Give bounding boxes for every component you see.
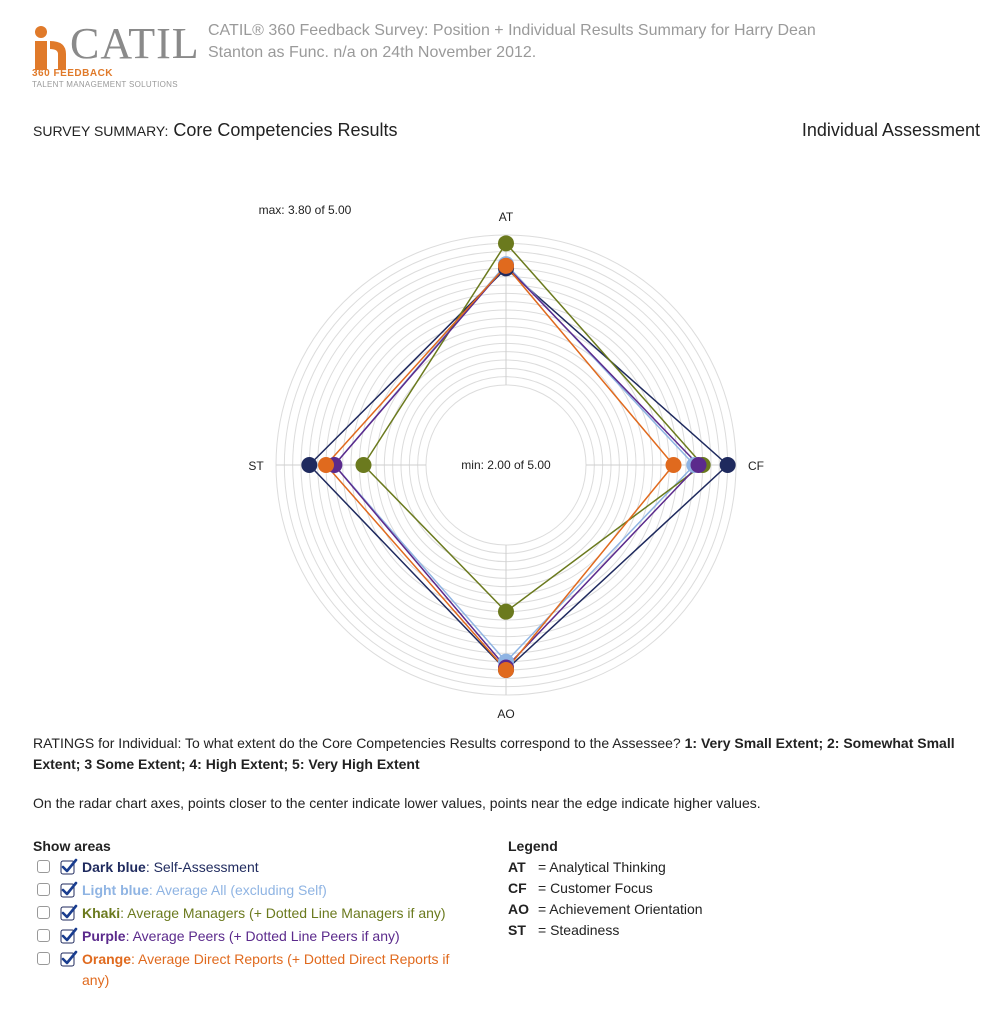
checkmark-icon[interactable] [60, 904, 78, 922]
data-point [356, 457, 372, 473]
logo-tagline: 360 FEEDBACK [32, 68, 114, 79]
data-point [498, 604, 514, 620]
area-toggle-checkbox[interactable] [37, 952, 50, 965]
show-area-row [33, 857, 483, 878]
area-color-name: Purple [82, 928, 126, 944]
logo-person-icon [32, 24, 68, 70]
data-point [318, 457, 334, 473]
axis-label: AT [498, 210, 514, 224]
legend-abbr: CF [508, 880, 527, 896]
data-point [666, 457, 682, 473]
data-point [498, 235, 514, 251]
area-label [82, 857, 462, 878]
checkmark-icon[interactable] [60, 927, 78, 945]
checkmark-icon[interactable] [60, 858, 78, 876]
show-area-row [33, 880, 483, 901]
legend-abbr: AT [508, 859, 526, 875]
show-areas-panel [33, 838, 483, 993]
area-description: : Self-Assessment [145, 859, 259, 875]
area-description: : Average Managers (+ Dotted Line Managers if any) [120, 905, 446, 921]
legend-text: = Customer Focus [538, 880, 653, 896]
legend-list [508, 857, 703, 941]
area-label [82, 903, 462, 924]
legend-panel [508, 838, 703, 941]
legend-row [508, 857, 703, 878]
survey-summary-title: Core Competencies Results [173, 120, 398, 140]
data-point [691, 457, 707, 473]
area-color-name: Orange [82, 951, 132, 967]
axis-label: AO [497, 707, 515, 721]
legend-row [508, 899, 703, 920]
area-toggle-checkbox[interactable] [37, 860, 50, 873]
area-toggle-checkbox[interactable] [37, 883, 50, 896]
data-point [301, 457, 317, 473]
data-point [498, 662, 514, 678]
ratings-description [33, 733, 963, 775]
radar-chart [0, 190, 1006, 730]
legend-text: = Steadiness [538, 922, 620, 938]
area-label [82, 949, 462, 991]
survey-summary-prefix: SURVEY SUMMARY: [33, 123, 169, 139]
legend-abbr: AO [508, 901, 529, 917]
axis-label: ST [248, 459, 264, 473]
legend-row [508, 920, 703, 941]
area-label [82, 926, 462, 947]
show-area-row [33, 903, 483, 924]
report-title: CATIL® 360 Feedback Survey: Position + Individual Results Summary for Harry Dean Stanton as Func. n/a on 24th November 2012. [208, 22, 816, 61]
min-label: min: 2.00 of 5.00 [461, 458, 551, 472]
show-area-row [33, 949, 483, 991]
area-color-name: Light blue [82, 882, 149, 898]
legend-text: = Achievement Orientation [538, 901, 703, 917]
logo-wordmark: CATIL [70, 19, 200, 68]
legend-row [508, 878, 703, 899]
ratings-scale: 1: Very Small Extent; 2: Somewhat Small Extent; 3 Some Extent; 4: High Extent; 5: Very High Extent [33, 735, 955, 772]
area-toggle-checkbox[interactable] [37, 929, 50, 942]
data-point [720, 457, 736, 473]
show-areas-heading: Show areas [33, 838, 111, 854]
legend-heading: Legend [508, 838, 558, 854]
legend-text: = Analytical Thinking [538, 859, 666, 875]
area-toggle-checkbox[interactable] [37, 906, 50, 919]
area-description: : Average All (excluding Self) [148, 882, 327, 898]
checkmark-icon[interactable] [60, 881, 78, 899]
area-label [82, 880, 462, 901]
area-color-name: Dark blue [82, 859, 146, 875]
area-description: : Average Direct Reports (+ Dotted Direct Reports if any) [82, 951, 450, 988]
logo-subtagline: TALENT MANAGEMENT SOLUTIONS [32, 80, 178, 89]
axis-label: CF [748, 459, 764, 473]
data-point [498, 258, 514, 274]
area-description: : Average Peers (+ Dotted Line Peers if any) [125, 928, 400, 944]
max-label: max: 3.80 of 5.00 [258, 203, 352, 217]
show-area-row [33, 926, 483, 947]
checkmark-icon[interactable] [60, 950, 78, 968]
survey-summary-heading [33, 120, 398, 141]
catil-logo [32, 16, 200, 90]
ratings-text: RATINGS for Individual: To what extent do the Core Competencies Results correspond to the Assessee? [33, 735, 681, 751]
assessment-type: Individual Assessment [801, 120, 980, 140]
area-color-name: Khaki [82, 905, 121, 921]
show-areas-list [33, 857, 483, 991]
legend-abbr: ST [508, 922, 526, 938]
radar-explanation: On the radar chart axes, points closer to the center indicate lower values, points near the edge indicate higher values. [33, 795, 761, 811]
